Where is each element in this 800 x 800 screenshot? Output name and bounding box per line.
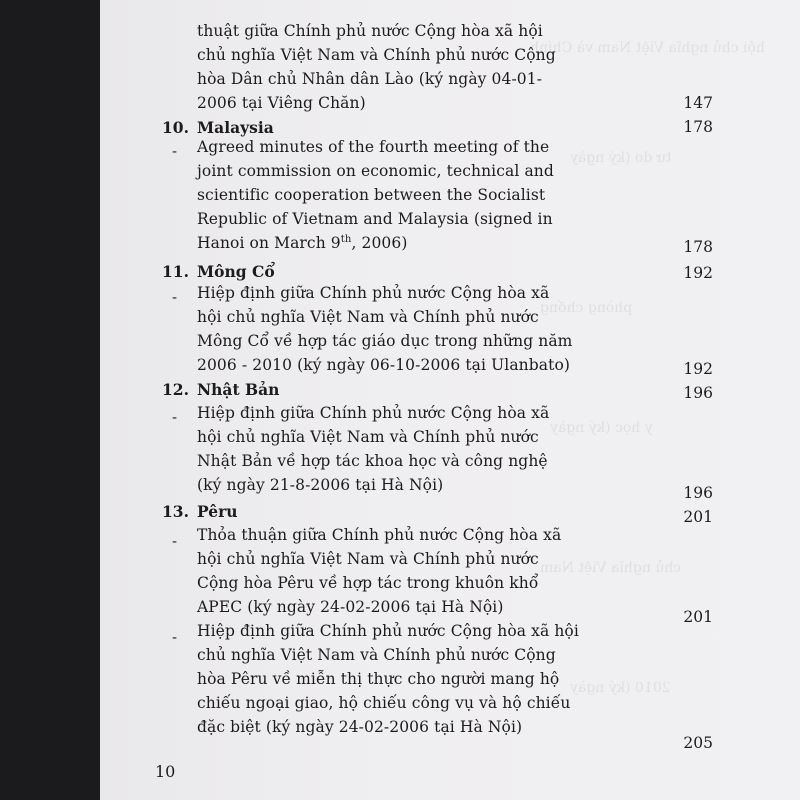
section-page-number: 196 bbox=[683, 384, 713, 402]
superscript: th bbox=[340, 234, 352, 245]
toc-content bbox=[100, 0, 800, 800]
section-number: 10. bbox=[162, 118, 189, 137]
document-page bbox=[100, 0, 800, 800]
section-number: 12. bbox=[162, 380, 189, 399]
page-number: 201 bbox=[683, 608, 713, 626]
toc-text-line: Agreed minutes of the fourth meeting of the bbox=[197, 138, 550, 156]
page-number: 196 bbox=[683, 484, 713, 502]
toc-text-line: scientific cooperation between the Socialist bbox=[197, 186, 546, 204]
toc-text-line: (ký ngày 21-8-2006 tại Hà Nội) bbox=[197, 476, 444, 494]
toc-text-line: Hiệp định giữa Chính phủ nước Cộng hòa xã bbox=[197, 404, 550, 422]
toc-text-line: hội chủ nghĩa Việt Nam và Chính phủ nước bbox=[197, 550, 539, 568]
bullet-mark: - bbox=[172, 408, 178, 426]
toc-text-line: đặc biệt (ký ngày 24-02-2006 tại Hà Nội) bbox=[197, 718, 523, 736]
bullet-mark: - bbox=[172, 532, 178, 550]
section-title: Malaysia bbox=[197, 118, 274, 137]
bullet-mark: - bbox=[172, 628, 178, 646]
bullet-mark: - bbox=[172, 142, 178, 160]
toc-text-line: joint commission on economic, technical and bbox=[197, 162, 554, 180]
toc-text-line: chủ nghĩa Việt Nam và Chính phủ nước Cộng bbox=[197, 46, 556, 64]
section-title: Mông Cổ bbox=[197, 262, 275, 281]
toc-text-line: hòa Dân chủ Nhân dân Lào (ký ngày 04-01- bbox=[197, 70, 543, 88]
toc-text-line: Hiệp định giữa Chính phủ nước Cộng hòa xã hội bbox=[197, 622, 579, 640]
section-number: 13. bbox=[162, 502, 189, 521]
bleed-through-text: hội chủ nghĩa Việt Nam và Chính tư do (ký ngày phòng chống y học (ký ngày chủ nghĩa Việt Nam 2010 (ký ngày bbox=[530, 40, 765, 696]
toc-text-line: hội chủ nghĩa Việt Nam và Chính phủ nước bbox=[197, 428, 539, 446]
section-title: Pêru bbox=[197, 502, 238, 521]
section-page-number: 201 bbox=[683, 508, 713, 526]
page-folio: 10 bbox=[155, 762, 176, 781]
toc-text-part: , 2006) bbox=[351, 234, 408, 253]
toc-text-line: Mông Cổ về hợp tác giáo dục trong những năm bbox=[197, 332, 573, 350]
page-number: 178 bbox=[683, 238, 713, 256]
toc-text-line: APEC (ký ngày 24-02-2006 tại Hà Nội) bbox=[197, 598, 504, 616]
toc-text-line: hội chủ nghĩa Việt Nam và Chính phủ nước bbox=[197, 308, 539, 326]
section-page-number: 192 bbox=[683, 264, 713, 282]
toc-text-line: hòa Pêru về miễn thị thực cho người mang hộ bbox=[197, 670, 560, 688]
toc-text-line: chủ nghĩa Việt Nam và Chính phủ nước Cộng bbox=[197, 646, 556, 664]
toc-text-line: Hiệp định giữa Chính phủ nước Cộng hòa xã bbox=[197, 284, 550, 302]
page-number: 147 bbox=[683, 94, 713, 112]
bullet-mark: - bbox=[172, 288, 178, 306]
toc-text-line: Nhật Bản về hợp tác khoa học và công nghệ bbox=[197, 452, 548, 470]
toc-text-line: 2006 - 2010 (ký ngày 06-10-2006 tại Ulanbato) bbox=[197, 356, 571, 374]
page-number: 205 bbox=[683, 734, 713, 752]
section-title: Nhật Bản bbox=[197, 380, 280, 399]
page-number: 192 bbox=[683, 360, 713, 378]
toc-text-line bbox=[197, 234, 408, 252]
toc-text-part: Hanoi on March 9 bbox=[197, 234, 341, 253]
toc-text-line: Thỏa thuận giữa Chính phủ nước Cộng hòa xã bbox=[197, 526, 562, 544]
toc-text-line: Cộng hòa Pêru về hợp tác trong khuôn khổ bbox=[197, 574, 539, 592]
toc-text-line: Republic of Vietnam and Malaysia (signed in bbox=[197, 210, 553, 228]
toc-text-line: chiếu ngoại giao, hộ chiếu công vụ và hộ chiếu bbox=[197, 694, 571, 712]
toc-text-line: 2006 tại Viêng Chăn) bbox=[197, 94, 366, 112]
toc-text-line: thuật giữa Chính phủ nước Cộng hòa xã hội bbox=[197, 22, 543, 40]
section-number: 11. bbox=[162, 262, 189, 281]
section-page-number: 178 bbox=[683, 118, 713, 136]
